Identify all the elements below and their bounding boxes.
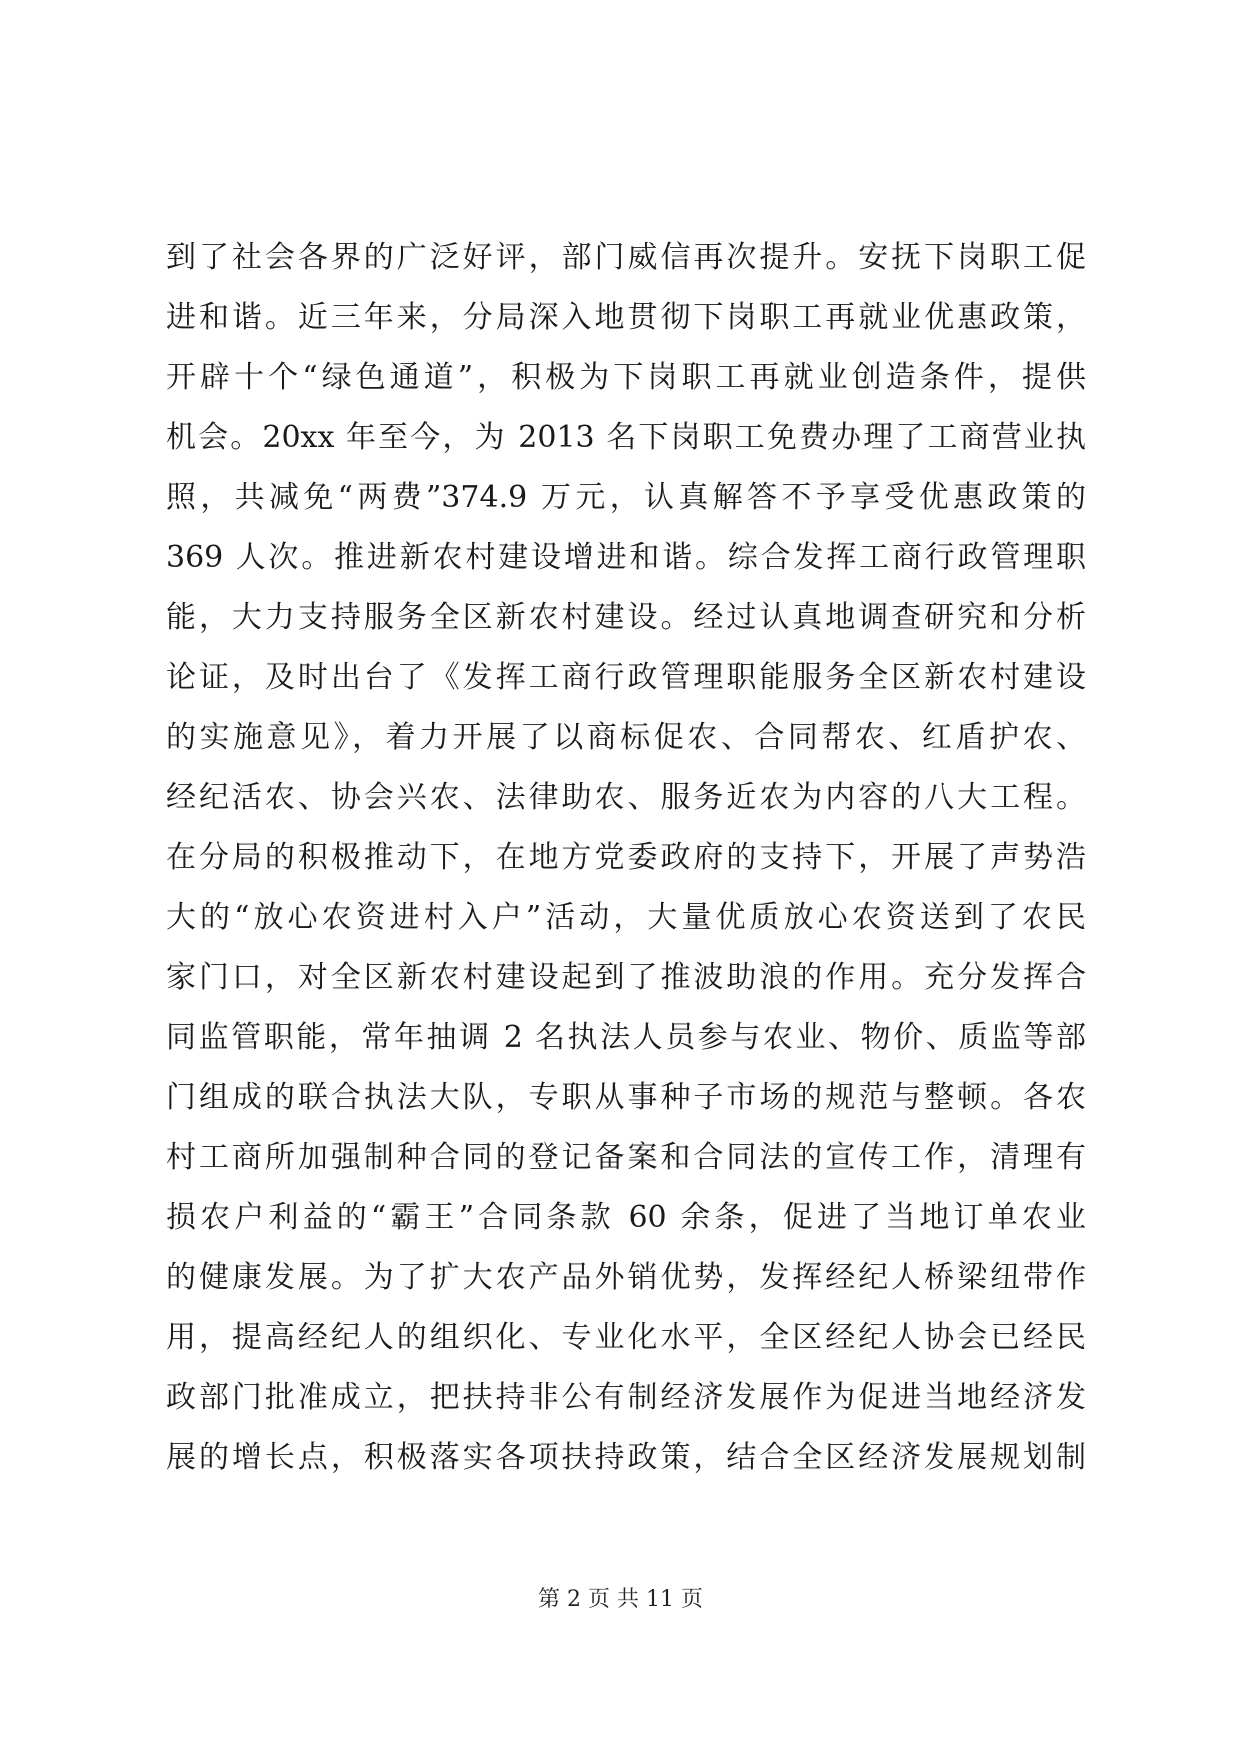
text-line: 进和谐。近三年来，分局深入地贯彻下岗职工再就业优惠政策， xyxy=(166,300,1086,335)
text-line: 大的“放心农资进村入户”活动，大量优质放心农资送到了农民 xyxy=(166,900,1086,935)
text-line: 同监管职能，常年抽调 2 名执法人员参与农业、物价、质监等部 xyxy=(166,1020,1086,1055)
text-line: 的实施意见》，着力开展了以商标促农、合同帮农、红盾护农、 xyxy=(166,720,1086,755)
body-text xyxy=(166,228,1086,1488)
text-line: 家门口，对全区新农村建设起到了推波助浪的作用。充分发挥合 xyxy=(166,960,1086,995)
text-line: 能，大力支持服务全区新农村建设。经过认真地调查研究和分析 xyxy=(166,600,1086,635)
text-line: 的健康发展。为了扩大农产品外销优势，发挥经纪人桥梁纽带作 xyxy=(166,1260,1086,1295)
text-line: 损农户利益的“霸王”合同条款 60 余条，促进了当地订单农业 xyxy=(166,1200,1086,1235)
text-line: 村工商所加强制种合同的登记备案和合同法的宣传工作，清理有 xyxy=(166,1140,1086,1175)
text-line: 在分局的积极推动下，在地方党委政府的支持下，开展了声势浩 xyxy=(166,840,1086,875)
text-line: 用，提高经纪人的组织化、专业化水平，全区经纪人协会已经民 xyxy=(166,1320,1086,1355)
page-number-footer: 第 2 页 共 11 页 xyxy=(538,1587,703,1612)
text-line: 机会。20xx 年至今，为 2013 名下岗职工免费办理了工商营业执 xyxy=(166,420,1086,455)
text-line: 经纪活农、协会兴农、法律助农、服务近农为内容的八大工程。 xyxy=(166,780,1086,815)
text-line: 政部门批准成立，把扶持非公有制经济发展作为促进当地经济发 xyxy=(166,1380,1086,1415)
text-line: 到了社会各界的广泛好评，部门威信再次提升。安抚下岗职工促 xyxy=(166,240,1086,275)
text-line: 门组成的联合执法大队，专职从事种子市场的规范与整顿。各农 xyxy=(166,1080,1086,1115)
text-line: 展的增长点，积极落实各项扶持政策，结合全区经济发展规划制 xyxy=(166,1440,1086,1475)
text-line: 论证，及时出台了《发挥工商行政管理职能服务全区新农村建设 xyxy=(166,660,1086,695)
text-line: 369 人次。推进新农村建设增进和谐。综合发挥工商行政管理职 xyxy=(166,540,1086,575)
text-line: 开辟十个“绿色通道”，积极为下岗职工再就业创造条件，提供 xyxy=(166,360,1086,395)
text-line: 照，共减免“两费”374.9 万元，认真解答不予享受优惠政策的 xyxy=(166,480,1086,515)
